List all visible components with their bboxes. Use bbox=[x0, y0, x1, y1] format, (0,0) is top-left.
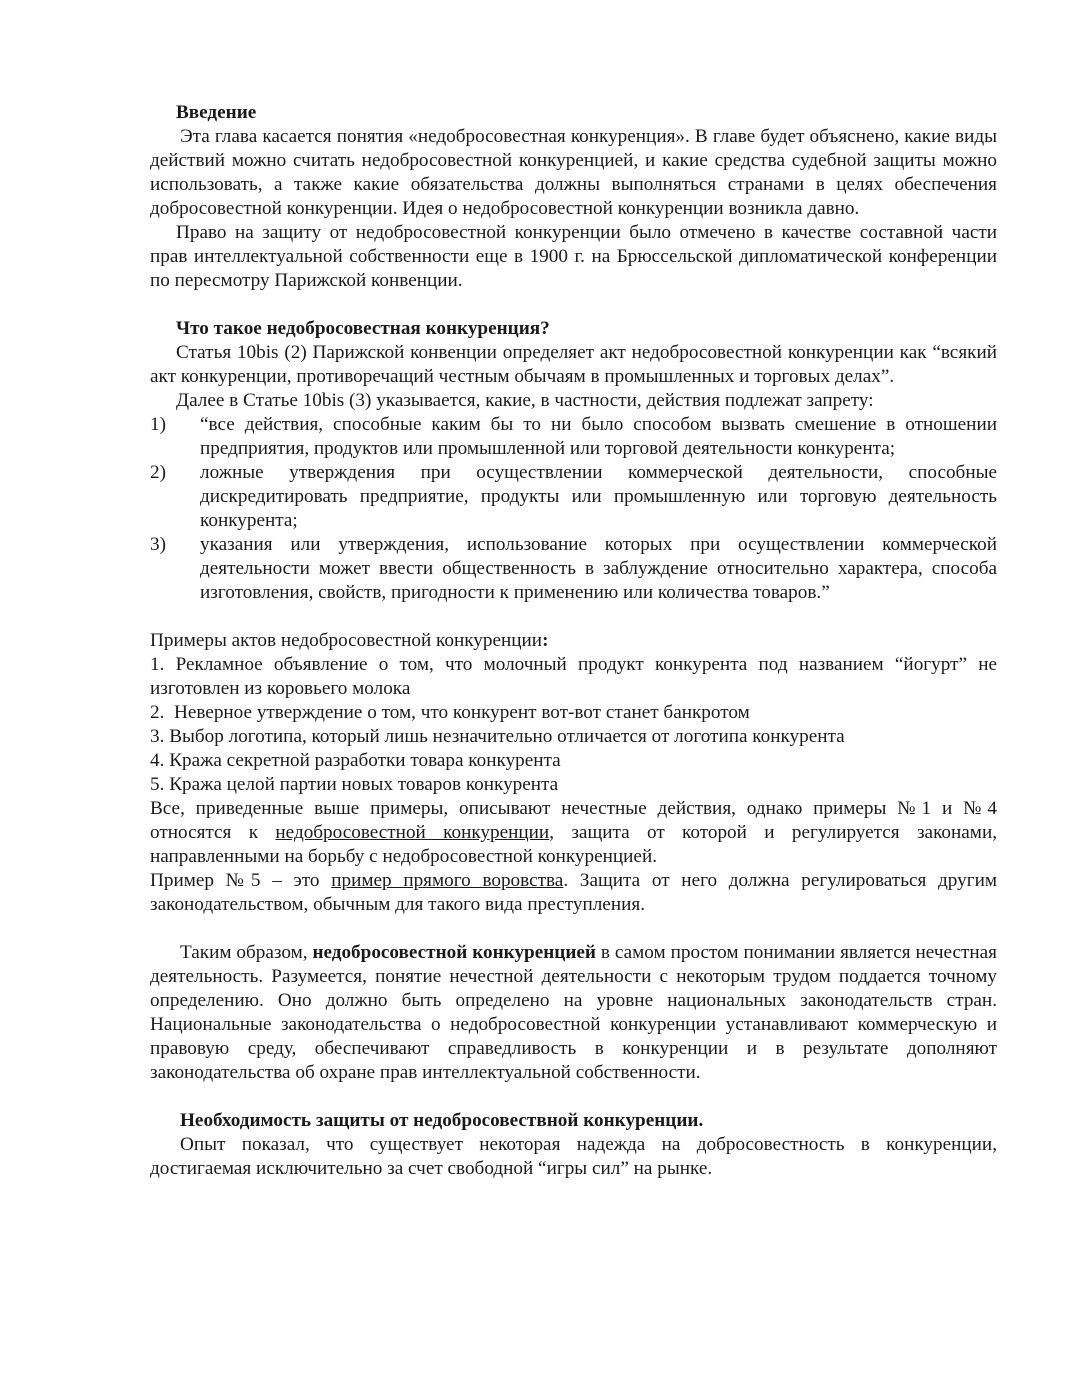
spacer bbox=[150, 1085, 997, 1109]
example-item-5: 5. Кража целой партии новых товаров конкурента bbox=[150, 774, 559, 795]
list-item-text: указания или утверждения, использование которых при осуществлении коммерческой деятельности может ввести общественность в заблуждение относительно характера, способа изготовления, свойств, пригодности к применению или количества товаров.” bbox=[200, 534, 997, 603]
list-item-text: ложные утверждения при осуществлении коммерческой деятельности, способные дискредитировать предприятие, продукты или промышленную или торговую деятельность конкурента; bbox=[200, 462, 997, 531]
intro-heading: Введение bbox=[176, 102, 257, 123]
list-item bbox=[150, 413, 997, 461]
example-item-4: 4. Кража секретной разработки товара конкурента bbox=[150, 750, 561, 771]
necessity-heading: Необходимость защиты от недобросовествной конкуренции. bbox=[180, 1110, 704, 1131]
intro-paragraph-2: Право на защиту от недобросовестной конкуренции было отмечено в качестве составной части прав интеллектуальной собственности еще в 1900 г. на Брюссельской дипломатической конференции по пересмотру Парижской конвенции. bbox=[150, 222, 997, 291]
examples-title-text: Примеры актов недобросовестной конкуренции bbox=[150, 630, 543, 651]
spacer bbox=[150, 917, 997, 941]
examples-title bbox=[150, 629, 997, 653]
example-item-2: 2. Неверное утверждение о том, что конкурент вот-вот станет банкротом bbox=[150, 702, 750, 723]
examples-summary bbox=[150, 797, 997, 869]
conclusion-text-pre: Таким образом, bbox=[180, 942, 313, 963]
examples-title-colon: : bbox=[542, 630, 549, 651]
conclusion-bold-term: недобросовестной конкуренцией bbox=[312, 942, 596, 963]
list-item-text: “все действия, способные каким бы то ни было способом вызвать смешение в отношении предприятия, продуктов или промышленной или торговой деятельности конкурента; bbox=[200, 414, 997, 459]
list-item bbox=[150, 461, 997, 533]
conclusion-text-post: в самом простом понимании является нечестная деятельность. Разумеется, понятие нечестной деятельности с некоторым трудом поддается точному определению. Оно должно быть определено на уровне национальных законодательств стран. Национальные законодательства о недобросовестной конкуренции устанавливают коммерческую и правовую среду, обеспечивают справедливость в конкуренции и в результате дополняют законодательства об охране прав интеллектуальной собственности. bbox=[150, 942, 998, 1083]
unfair-competition-link[interactable]: недобросовестной конкуренции bbox=[275, 822, 550, 843]
summary-text-post: , защита от которой и регулируется законами, направленными на борьбу с недобросовестной конкуренцией. bbox=[150, 822, 998, 867]
summary-text-pre: Все, приведенные выше примеры, описывают нечестные действия, однако примеры №1 и №4 относятся к bbox=[150, 798, 997, 843]
example-item-3: 3. Выбор логотипа, который лишь незначительно отличается от логотипа конкурента bbox=[150, 726, 845, 747]
conclusion-paragraph bbox=[150, 941, 997, 1085]
necessity-paragraph-1: Опыт показал, что существует некоторая надежда на добросовестность в конкуренции, достигаемая исключительно за счет свободной “игры сил” на рынке. bbox=[150, 1134, 997, 1179]
list-item-number: 1) bbox=[150, 414, 166, 435]
document-body bbox=[150, 101, 997, 1181]
spacer bbox=[150, 605, 997, 629]
list-item bbox=[150, 533, 997, 605]
spacer bbox=[150, 293, 997, 317]
definition-paragraph-1: Статья 10bis (2) Парижской конвенции определяет акт недобросовестной конкуренции как “всякий акт конкуренции, противоречащий честным обычаям в промышленных и торговых делах”. bbox=[150, 342, 997, 387]
direct-theft-link[interactable]: пример прямого воровства bbox=[331, 870, 564, 891]
example-5-note bbox=[150, 869, 997, 917]
definition-paragraph-2: Далее в Статье 10bis (3) указывается, какие, в частности, действия подлежат запрету: bbox=[176, 390, 874, 411]
prohibited-acts-list bbox=[150, 413, 997, 605]
example-item-1: 1. Рекламное объявление о том, что молочный продукт конкурента под названием “йогурт” не изготовлен из коровьего молока bbox=[150, 654, 997, 699]
example-5-text-pre: Пример №5 – это bbox=[150, 870, 332, 891]
intro-paragraph-1: Эта глава касается понятия «недобросовестная конкуренция». В главе будет объяснено, какие виды действий можно считать недобросовестной конкуренцией, и какие средства судебной защиты можно использовать, а также какие обязательства должны выполняться странами в целях обеспечения добросовестной конкуренции. Идея о недобросовестной конкуренции возникла давно. bbox=[150, 126, 997, 219]
list-item-number: 2) bbox=[150, 462, 166, 483]
example-5-text-post: . Защита от него должна регулироваться другим законодательством, обычным для такого вида преступления. bbox=[150, 870, 997, 915]
definition-heading: Что такое недобросовестная конкуренция? bbox=[176, 318, 550, 339]
list-item-number: 3) bbox=[150, 534, 166, 555]
